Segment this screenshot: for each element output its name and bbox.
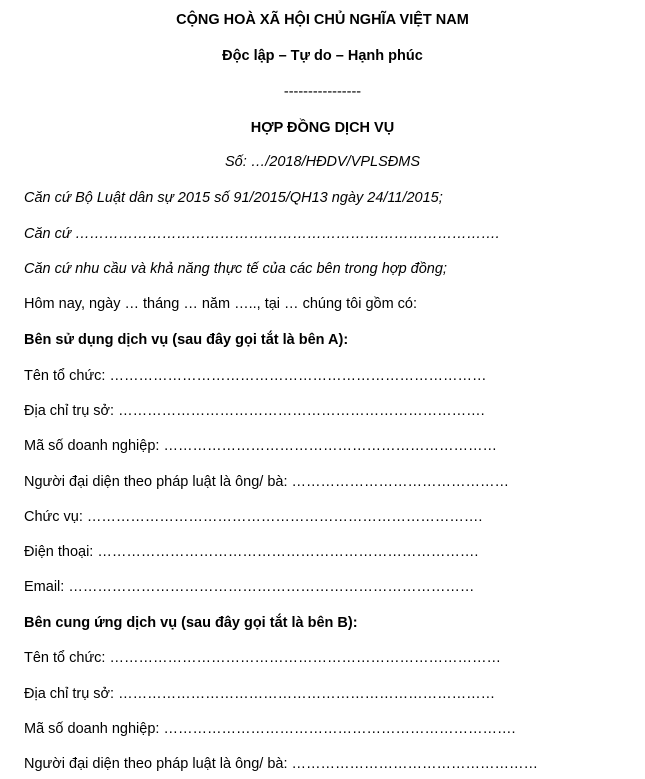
party-b-org-name: Tên tổ chức: ……………………………………………………………………… [24, 650, 501, 666]
party-b-address: Địa chỉ trụ sở: …………………………………………………………………… [24, 686, 496, 702]
separator: ---------------- [283, 84, 362, 100]
basis-needs: Căn cứ nhu cầu và khả năng thực tế của các bên trong hợp đồng; [24, 261, 447, 277]
party-a-address: Địa chỉ trụ sở: …………………………………………………………………. [24, 403, 485, 419]
date-line: Hôm nay, ngày … tháng … năm ….., tại … chúng tôi gồm có: [24, 296, 418, 312]
party-b-heading: Bên cung ứng dịch vụ (sau đây gọi tắt là bên B): [24, 615, 358, 631]
basis-civil-code: Căn cứ Bộ Luật dân sự 2015 số 91/2015/QH13 ngày 24/11/2015; [24, 190, 443, 206]
party-a-heading: Bên sử dụng dịch vụ (sau đây gọi tắt là bên A): [24, 332, 349, 348]
party-a-org-name: Tên tổ chức: …………………………………………………………………… [24, 368, 487, 384]
party-a-email: Email: ………………………………………………………………………… [24, 579, 475, 595]
country-heading: CỘNG HOÀ XÃ HỘI CHỦ NGHĨA VIỆT NAM [176, 12, 469, 28]
party-a-phone: Điện thoại: ……………………………………………………………………. [24, 544, 479, 560]
party-b-representative: Người đại diện theo pháp luật là ông/ bà: …………………………………………… [24, 756, 539, 772]
party-a-representative: Người đại diện theo pháp luật là ông/ bà: ……………………………………… [24, 474, 510, 490]
motto: Độc lập – Tự do – Hạnh phúc [222, 48, 423, 64]
basis-other: Căn cứ ……………………………………………………………………………. [24, 226, 500, 242]
party-a-position: Chức vụ: ………………………………………………………………………. [24, 509, 483, 525]
contract-number: Số: …/2018/HĐDV/VPLSĐMS [224, 154, 421, 170]
contract-title: HỢP ĐỒNG DỊCH VỤ [250, 120, 395, 136]
party-a-tax-code: Mã số doanh nghiệp: …………………………………………………………… [24, 438, 497, 454]
party-b-tax-code: Mã số doanh nghiệp: ………………………………………………………………. [24, 721, 516, 737]
